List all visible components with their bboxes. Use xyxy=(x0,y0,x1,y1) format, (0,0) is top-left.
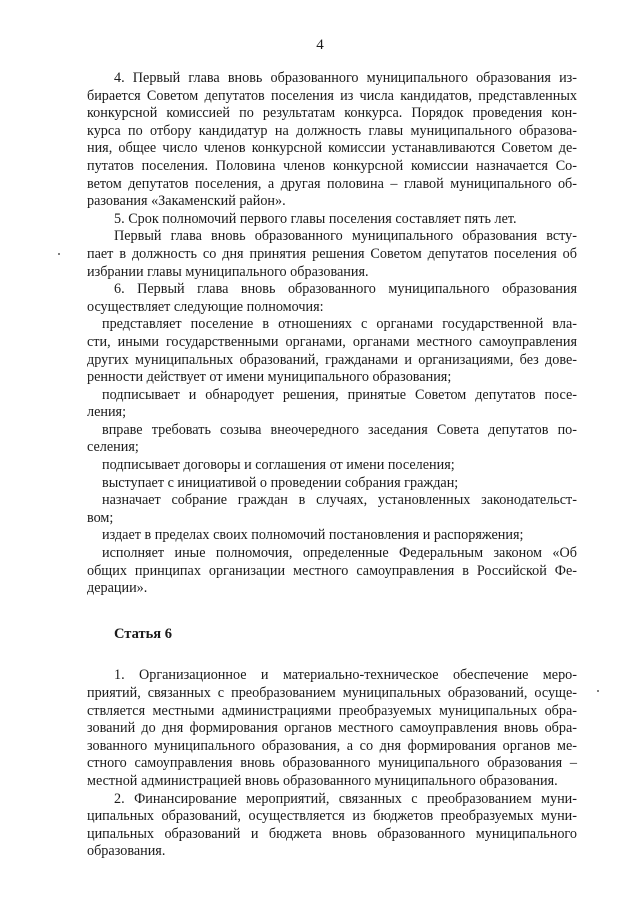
paragraph-line: путатов поселения. Половина членов конкурсной комиссии назначается Со- xyxy=(87,157,577,174)
list-item-line: вправе требовать созыва внеочередного заседания Совета депутатов по- xyxy=(102,421,577,438)
paragraph-line: 1. Организационное и материально-техническое обеспечение меро- xyxy=(114,667,577,684)
paragraph-line: зованного муниципального образования, а со дня формирования органов ме- xyxy=(87,737,577,754)
list-item-line: селения; xyxy=(87,439,139,456)
paragraph-line: зований до дня формирования органов местного самоуправления вновь обра- xyxy=(87,720,577,737)
list-item-line: ления; xyxy=(87,404,127,421)
paragraph-line: ципальных образований и бюджета вновь образованного муниципального xyxy=(87,825,577,842)
paragraph-line: 5. Срок полномочий первого главы поселения составляет пять лет. xyxy=(114,210,517,227)
paragraph-line: пает в должность со дня принятия решения Советом депутатов поселения об xyxy=(87,245,577,262)
list-item-line: подписывает и обнародует решения, принятые Советом депутатов посе- xyxy=(102,386,577,403)
paragraph-line: разования «Закаменский район». xyxy=(87,193,286,210)
paragraph-line: конкурсной комиссией по результатам конкурса. Порядок проведения кон- xyxy=(87,105,577,122)
list-item-line: дерации». xyxy=(87,580,148,597)
paragraph-line: избрании главы муниципального образования. xyxy=(87,263,369,280)
list-item-line: издает в пределах своих полномочий постановления и распоряжения; xyxy=(102,527,524,544)
list-item-line: вом; xyxy=(87,509,114,526)
list-item-line: представляет поселение в отношениях с органами государственной вла- xyxy=(102,316,577,333)
list-item-line: общих принципах организации местного самоуправления в Российской Фе- xyxy=(87,562,577,579)
scan-speck xyxy=(597,690,599,692)
spacer xyxy=(87,643,577,667)
list-item-line: подписывает договоры и соглашения от имени поселения; xyxy=(102,457,455,474)
paragraph-line: 6. Первый глава вновь образованного муниципального образования xyxy=(114,281,577,298)
paragraph-line: осуществляет следующие полномочия: xyxy=(87,298,324,315)
list-item-line: сти, иными государственными органами, органами местного самоуправления xyxy=(87,333,577,350)
paragraph-line: ния, общее число членов конкурсной комиссии устанавливаются Советом де- xyxy=(87,140,577,157)
paragraph-line: приятий, связанных с преобразованием муниципальных образований, осуще- xyxy=(87,685,577,701)
article-heading: Статья 6 xyxy=(114,625,172,642)
paragraph-line: курса по отбору кандидатур на должность главы муниципального образова- xyxy=(87,122,577,139)
paragraph-line: стного самоуправления вновь образованного муниципального образования – xyxy=(87,755,577,772)
scan-speck xyxy=(58,253,60,255)
document-body xyxy=(87,70,577,861)
paragraph-line: бирается Советом депутатов поселения из числа кандидатов, представленных xyxy=(87,87,577,104)
paragraph-line: ствляется местными администрациями преобразуемых муниципальных обра- xyxy=(87,702,577,719)
page-number: 4 xyxy=(316,37,324,53)
list-item-line: исполняет иные полномочия, определенные Федеральным законом «Об xyxy=(102,545,577,562)
paragraph-line: местной администрацией вновь образованного муниципального образования. xyxy=(87,772,558,789)
paragraph-line: 2. Финансирование мероприятий, связанных с преобразованием муни- xyxy=(114,790,577,807)
paragraph-line: Первый глава вновь образованного муниципального образования всту- xyxy=(114,228,577,245)
paragraph-line: ветом депутатов поселения, а другая половина – главой муниципального об- xyxy=(87,175,577,192)
spacer xyxy=(87,598,577,626)
list-item-line: ренности действует от имени муниципального образования; xyxy=(87,369,452,386)
list-item-line: назначает собрание граждан в случаях, установленных законодательст- xyxy=(102,492,577,509)
list-item-line: выступает с инициативой о проведении собрания граждан; xyxy=(102,474,459,491)
list-item-line: других муниципальных образований, гражданами и организациями, без дове- xyxy=(87,351,577,368)
paragraph-line: образования. xyxy=(87,843,166,860)
paragraph-line: ципальных образований, осуществляется из бюджетов преобразуемых муни- xyxy=(87,808,577,825)
paragraph-line: 4. Первый глава вновь образованного муниципального образования из- xyxy=(114,70,577,86)
